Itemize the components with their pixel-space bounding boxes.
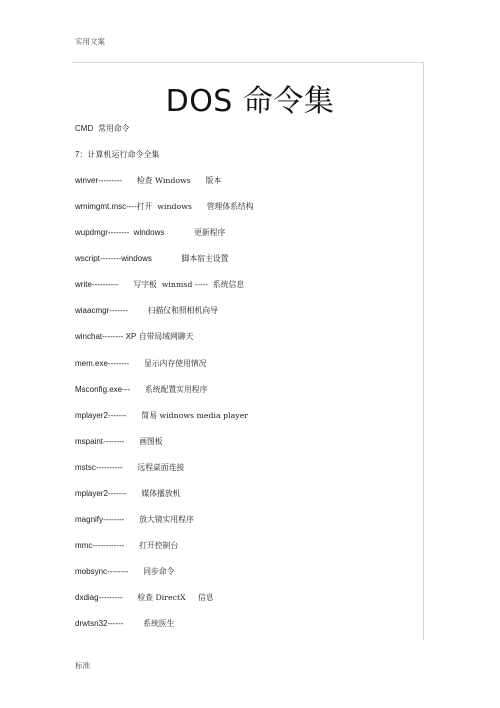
command-line [75, 332, 193, 342]
command-line [75, 567, 174, 577]
command-line [75, 150, 159, 160]
command-name: wmimgmt.msc---- [75, 202, 137, 212]
command-description: 放大镜实用程序 [124, 514, 194, 524]
command-name: wupdmgr-------- windows [75, 228, 165, 238]
command-line [75, 437, 163, 447]
command-line [75, 515, 194, 525]
command-description: 常用命令 [93, 124, 130, 133]
command-description: 画图板 [124, 436, 163, 446]
command-name: CMD [75, 124, 94, 133]
command-description: 远程桌面连接 [122, 462, 185, 472]
command-line [75, 254, 228, 264]
command-line [75, 124, 129, 134]
command-name: Msconfig.exe--- [75, 384, 131, 394]
command-description: 系统医生 [123, 619, 175, 628]
command-name: magnify-------- [75, 514, 125, 524]
command-description: 脚本宿主设置 [151, 254, 229, 264]
command-description: 同步命令 [128, 566, 175, 576]
command-name: wscript--------windows [75, 254, 152, 264]
command-line [75, 306, 218, 316]
command-name: mobsync-------- [75, 566, 129, 576]
command-line [75, 385, 207, 395]
command-line [75, 463, 184, 473]
command-line [75, 489, 180, 499]
command-name: mspaint-------- [75, 436, 125, 446]
command-line [75, 280, 244, 290]
command-name: mplayer2------- [75, 410, 127, 420]
command-line [75, 359, 206, 369]
command-description: 打开控制台 [124, 540, 179, 550]
command-name: mmc------------ [75, 540, 125, 550]
command-description: 更新程序 [164, 228, 226, 238]
command-name: wiaacmgr------- [75, 306, 128, 316]
document-title: DOS 命令集 [165, 84, 335, 119]
command-description: 检查 DirectX 信息 [122, 592, 214, 602]
command-name: dxdiag--------- [75, 592, 123, 602]
command-name: winver--------- [75, 176, 123, 186]
command-description: 自带局域网聊天 [136, 332, 194, 342]
command-description: 系统配置实用程序 [130, 384, 208, 394]
command-name: 7：计算机运行命令全集 [75, 150, 160, 160]
command-description: 简易 widnows media player [126, 410, 249, 420]
command-name: drwtsn32------ [75, 619, 124, 628]
page-header: 实用文案 [75, 37, 105, 46]
command-name: mplayer2------- [75, 488, 127, 498]
command-name: mem.exe-------- [75, 358, 130, 368]
command-line [75, 411, 248, 421]
command-line [75, 619, 174, 629]
command-name: mstsc---------- [75, 462, 123, 472]
page-frame [72, 62, 424, 640]
command-description: 写字板 winmsd ----- 系统信息 [118, 280, 245, 290]
command-line [75, 228, 225, 238]
page-footer: 标准 [75, 661, 90, 670]
command-description: 媒体播放机 [126, 488, 181, 498]
command-description: 检查 Windows 版本 [122, 176, 222, 186]
command-name: winchat-------- XP [75, 332, 137, 342]
command-line [75, 176, 221, 186]
command-line [75, 541, 178, 551]
command-line [75, 593, 214, 603]
command-line [75, 202, 254, 212]
command-description: 扫描仪和照相机向导 [127, 306, 218, 316]
command-description: 显示内存使用情况 [129, 358, 207, 368]
command-name: write---------- [75, 280, 119, 290]
command-description: 打开 windows 管理体系结构 [136, 202, 254, 212]
